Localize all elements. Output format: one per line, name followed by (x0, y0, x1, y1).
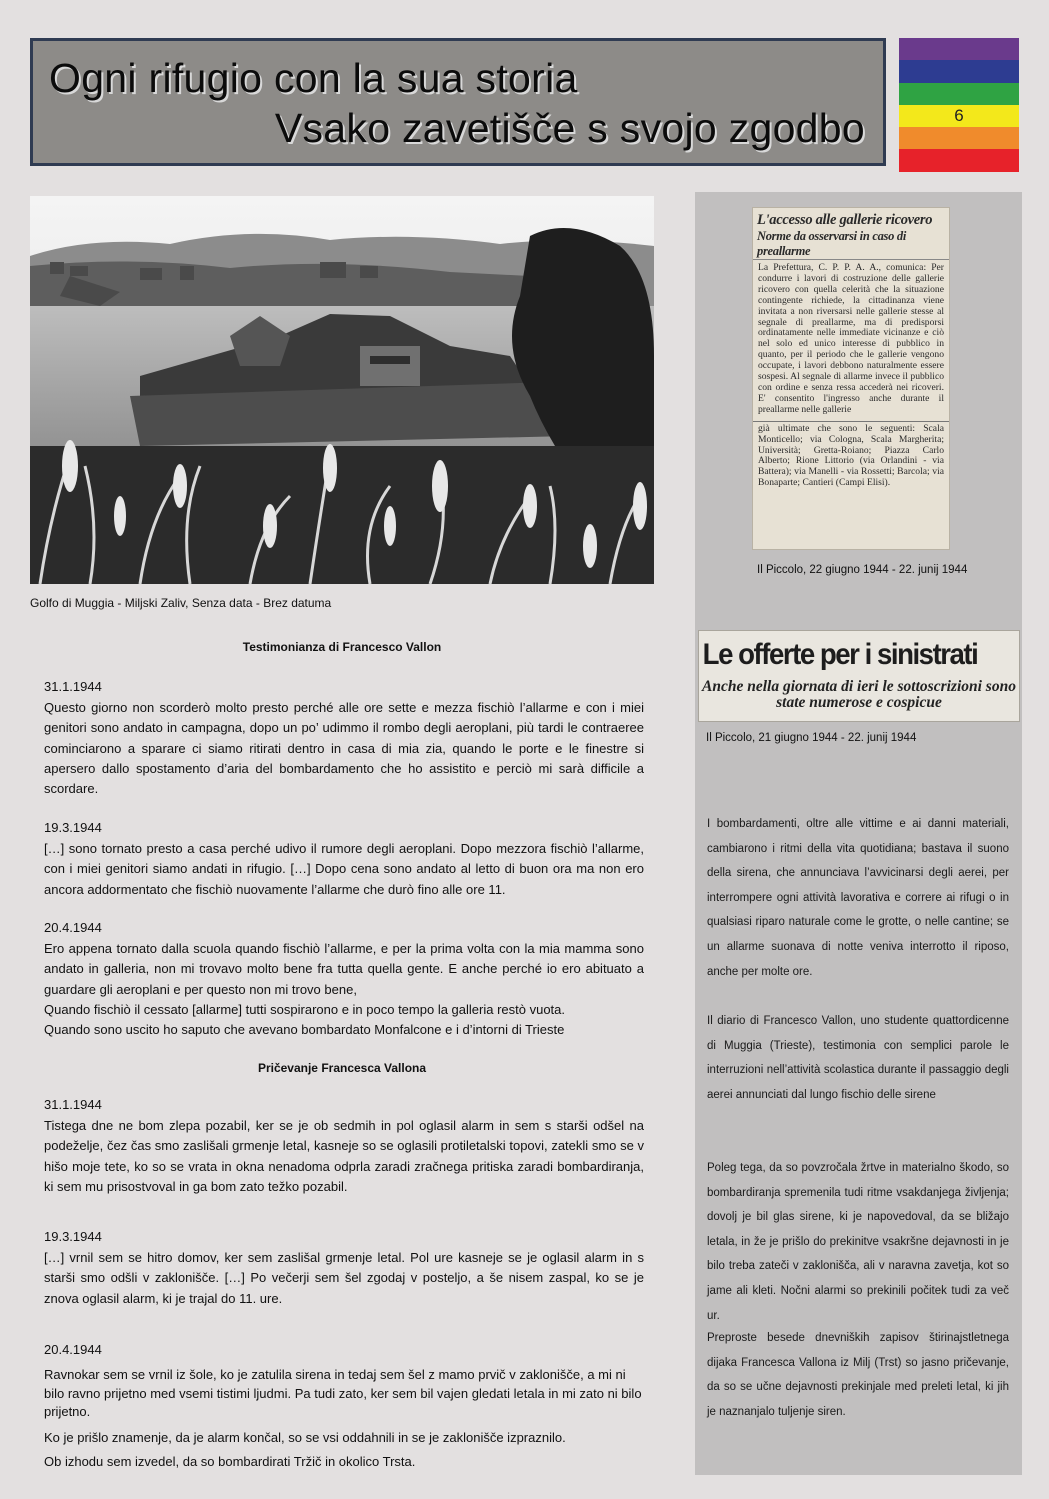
clipping-headline: L'accesso alle gallerie ricovero (757, 212, 933, 228)
entry-text: […] sono tornato presto a casa perché udivo il rumore degli aeroplani. Dopo mezzora fischiò l’allarme, con i miei genitori siamo andati in rifugio. […] Dopo cena sono andato al letto di buon ora ma non ero ancora addormentato che fischiò nuovamente l’allarme che durò fino alle ore 11. (44, 841, 644, 897)
entry-text: […] vrnil sem se hitro domov, ker sem zaslišal grmenje letal. Pol ure kasneje se je oglasil alarm in s starši smo odšli v zaklonišče. […] Po večerji sem šel zgodaj v posteljo, a še nisem zaspal, ko se je znova oglasil alarm, ki je trajal do 11. ure. (44, 1250, 644, 1306)
entry-sl-2 (44, 1227, 644, 1309)
entry-date: 20.4.1944 (44, 920, 102, 935)
sidebar-paragraph-sl-1: Poleg tega, da so povzročala žrtve in materialno škodo, so bombardiranja spremenila tudi ritme vsakdanjega življenja; dovolj je bil glas sirene, ki je napovedoval, da se bližajo letala, in že je prišlo do prekinitve vsakršne dejavnosti in je bilo treba zateči v zaklonišča, ali v naravna zavetja, kot so jame ali kleti. Nočni alarmi so prekinili počitek tudi za več ur. (707, 1162, 1009, 1322)
entry-text: Questo giorno non scorderò molto presto perché alle ore sette e mezza fischiò l’allarme e con i miei genitori sono andato in campagna, dopo un po’ udimmo il rombo degli aeroplani, più tardi le contraeree cominciarono a sparare ci siamo ritirati dentro in casa di mia zia, quando le porte e le finestre si apersero dallo spostamento d’aria del bombardamento che ho assistito e perciò mi sarà difficile a scordare. (44, 700, 644, 797)
photo-caption: Golfo di Muggia - Miljski Zaliv, Senza data - Brez datuma (30, 596, 332, 610)
entry-it-1 (44, 677, 644, 799)
clipping-subheadline: Anche nella giornata di ieri le sottoscrizioni sono state numerose e cospicue (702, 678, 1016, 711)
title-italian: Ogni rifugio con la sua storia (49, 55, 578, 101)
clipping-body: La Prefettura, C. P. P. A. A., comunica: Per condurre i lavori di costruzione delle gallerie ricovero con quella celerità che la situazione contingente richiede, la cittadinanza viene invitata a non riversarsi nelle gallerie stesse al segnale di preallarme, ma di predisporsi ordinatamente nelle immediate vicinanze e ciò nel solo ed unico interesse di pubblico in quanto, per il periodo che le gallerie vengono occupate, i lavori debbono naturalmente essere sospesi. Al segnale di allarme invece il pubblico con ordine e senza ressa accederà nei ricoveri. E' consentito l'ingresso anche durante il preallarme nelle gallerie (758, 262, 944, 415)
entry-text: Ravnokar sem se vrnil iz šole, ko je zatulila sirena in tedaj sem šel z mamo prvič v zaklonišče, a mi ni bilo ravno prijetno med vsemi tistimi ljudmi. Pa tudi zato, ker sem bil vajen gledati letala in mi zato ni bilo prijetno. (44, 1367, 642, 1420)
entry-sl-3 (44, 1340, 644, 1472)
harbor-photo-image (30, 196, 654, 584)
clipping-subheadline: Norme da osservarsi in caso di preallarme (753, 229, 949, 260)
stripe-green (899, 83, 1019, 105)
entry-sl-1 (44, 1095, 644, 1197)
entry-text-2: Quando fischiò il cessato [allarme] tutti sospirarono e in poco tempo la galleria restò vuota. (44, 1001, 565, 1017)
entry-text-2: Ko je prišlo znamenje, da je alarm končal, so se vsi oddahnili in se je zaklonišče izpraznilo. (44, 1429, 566, 1445)
entry-text: Tistega dne ne bom zlepa pozabil, ker se je ob sedmih in pol oglasil alarm in sem s starši odšel na podeželje, čez čas smo zaslišali grmenje letal, kasneje so se oglasili protiletalski topovi, zatekli smo se v hišo moje tete, ko so se vrata in okna nenadoma odprla zaradi zračnega pritiska zaradi bombardiranja, ki sem mu prisostvoval in ga bom zato težko pozabil. (44, 1118, 644, 1194)
entry-date: 19.3.1944 (44, 1229, 102, 1244)
page-number: 6 (954, 105, 964, 125)
testimony-heading-sl: Pričevanje Francesca Vallona (257, 1061, 427, 1075)
stripe-red (899, 149, 1019, 171)
entry-date: 31.1.1944 (44, 1097, 102, 1112)
clipping-body-2: già ultimate che sono le seguenti: Scala Monticello; via Cologna, Scala Margherita; Università; Gretta-Roiano; Piazza Carlo Alberto; Rione Littorio (via Orlandini - via Battera); via Manelli - via Rossetti; Barcola; via Bonaparte; Cantieri (Campi Elisi). (758, 422, 944, 489)
sidebar-paragraph-it-1: I bombardamenti, oltre alle vittime e ai danni materiali, cambiarono i ritmi della vita quotidiana; bastava il suono della sirena, che annunciava l’avvicinarsi degli aerei, per interrompere ogni attività lavorativa e correre ai rifugi o in qualsiasi riparo naturale come le grotte, o nelle cantine; se un allarme suonava di notte veniva interrotto il riposo, anche per molte ore. (707, 818, 1009, 978)
stripe-purple (899, 38, 1019, 60)
clipping-caption-2: Il Piccolo, 21 giugno 1944 - 22. junij 1944 (706, 732, 917, 744)
newspaper-clipping-offerte (698, 630, 1020, 722)
clipping-caption-1: Il Piccolo, 22 giugno 1944 - 22. junij 1944 (757, 564, 968, 576)
title-banner (30, 38, 886, 166)
clipping-headline: Le offerte per i sinistrati (702, 638, 978, 671)
color-stripe-block (899, 38, 1019, 172)
newspaper-clipping-gallerie (752, 207, 950, 550)
sidebar-paragraph-sl-2: Preproste besede dnevniških zapisov štirinajstletnega dijaka Francesca Vallona iz Milj (Trst) so jasno pričevanje, da so se učne dejavnosti prekinjale med preleti letal, ki jih je naznanjalo tuljenje siren. (707, 1332, 1009, 1418)
testimony-heading-it: Testimonianza di Francesco Vallon (242, 640, 442, 654)
entry-text-3: Ob izhodu sem izvedel, da so bombardirati Tržič in okolico Trsta. (44, 1453, 416, 1469)
sidebar-paragraph-it-2: Il diario di Francesco Vallon, uno studente quattordicenne di Muggia (Trieste), testimonia con semplici parole le interruzioni nell’attività scolastica durante il passaggio degli aerei annunciati dal lungo fischio delle sirene (707, 1015, 1009, 1101)
entry-it-3 (44, 918, 644, 1040)
entry-date: 31.1.1944 (44, 679, 102, 694)
entry-text-3: Quando sono uscito ho saputo che avevano bombardato Monfalcone e i d’intorni di Trieste (44, 1022, 565, 1038)
stripe-blue (899, 60, 1019, 82)
harbor-photo (30, 196, 654, 584)
entry-it-2 (44, 818, 644, 900)
stripe-orange (899, 127, 1019, 149)
entry-date: 19.3.1944 (44, 820, 102, 835)
clipping-divider (753, 421, 949, 422)
title-slovenian: Vsako zavetišče s svojo zgodbo (274, 105, 865, 151)
entry-text: Ero appena tornato dalla scuola quando fischiò l’allarme, e per la prima volta con la mia mamma sono andato in galleria, non mi trovavo molto bene fra tutta quella gente. E anche perché io ero abituato a guardare gli aeroplani e per questo non mi trovo bene, (44, 941, 644, 997)
stripe-yellow (899, 105, 1019, 127)
entry-date: 20.4.1944 (44, 1342, 102, 1357)
